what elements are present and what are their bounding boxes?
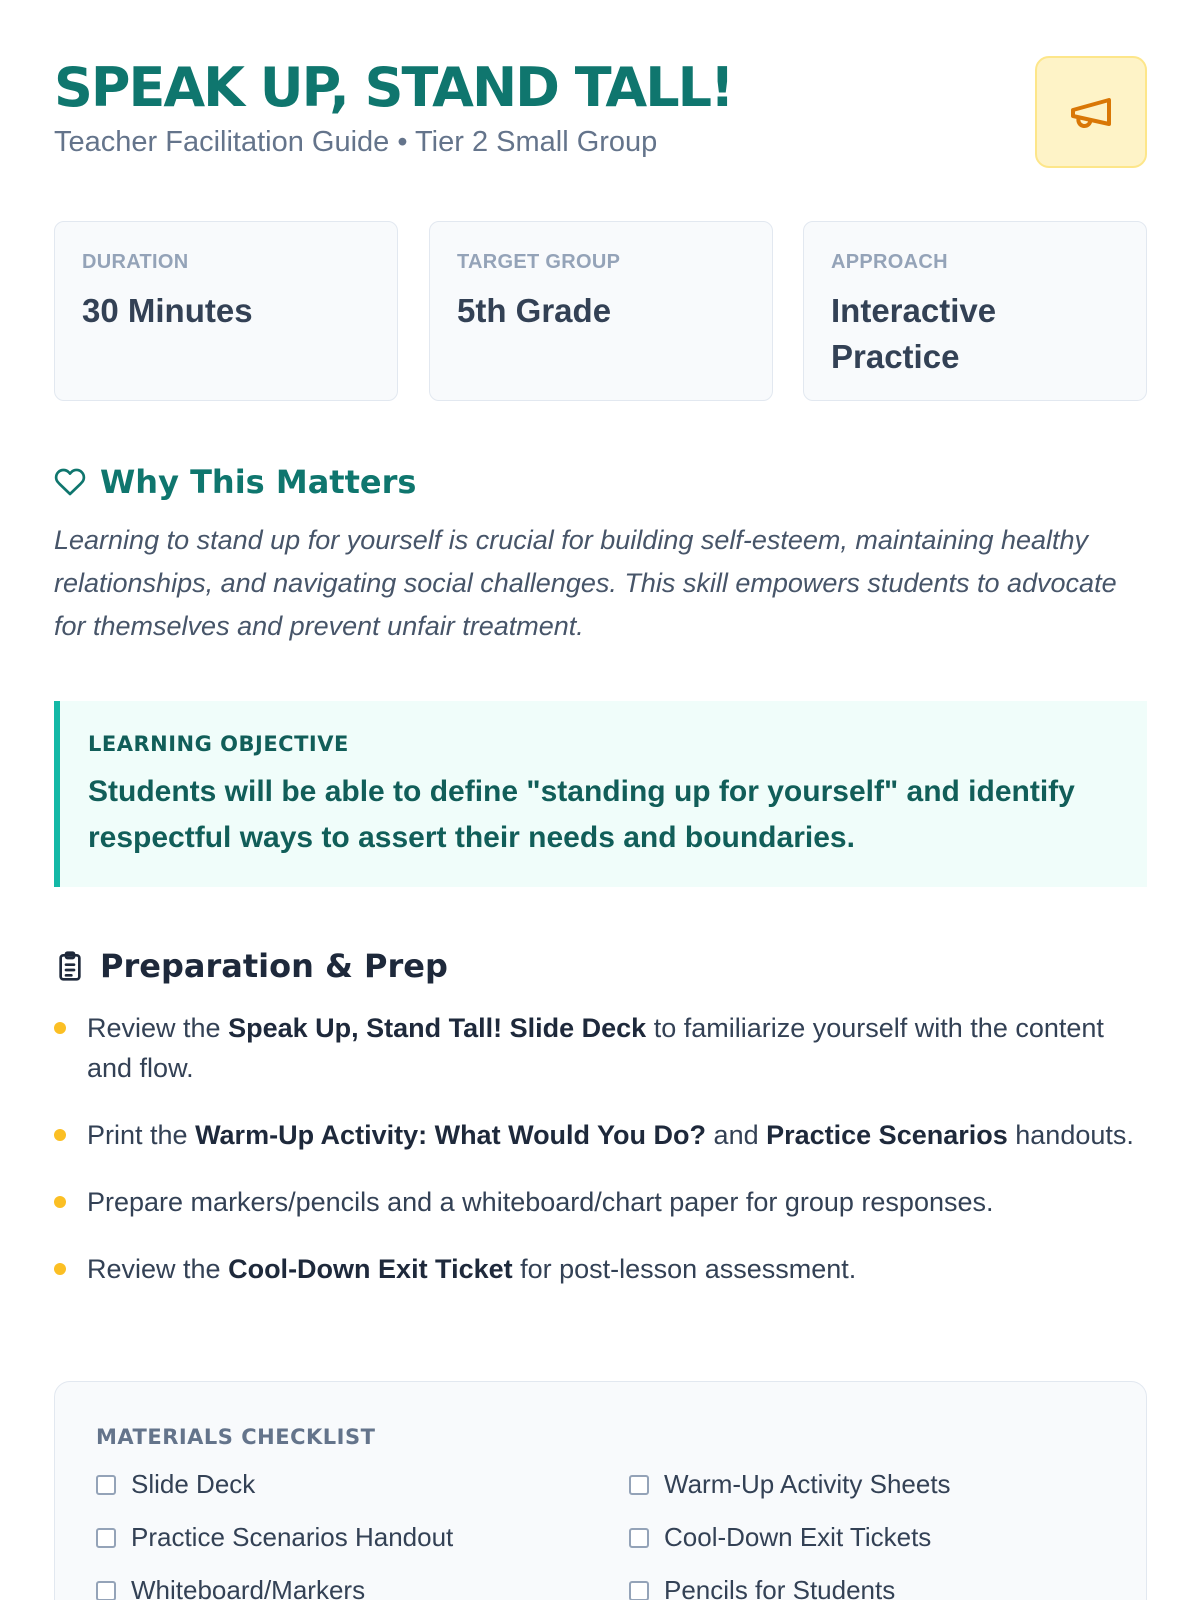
checklist-item-label: Cool-Down Exit Tickets xyxy=(664,1522,932,1552)
checklist-item-label: Slide Deck xyxy=(131,1469,256,1499)
checklist-item-label: Practice Scenarios Handout xyxy=(131,1522,454,1552)
megaphone-badge xyxy=(1035,56,1147,168)
checkbox[interactable] xyxy=(629,1581,649,1600)
checkbox[interactable] xyxy=(629,1475,649,1495)
why-section-heading xyxy=(54,462,416,502)
checklist-item[interactable] xyxy=(629,1522,931,1553)
stat-card-duration xyxy=(54,221,398,401)
checklist-item-label: Whiteboard/Markers xyxy=(131,1575,366,1600)
prep-item-text: Review the xyxy=(87,1013,229,1043)
prep-item xyxy=(54,1182,1154,1222)
page-title: SPEAK UP, STAND TALL! xyxy=(54,56,733,119)
prep-item-bold: Practice Scenarios xyxy=(766,1120,1008,1150)
prep-item-text: and xyxy=(706,1120,767,1150)
objective-label: LEARNING OBJECTIVE xyxy=(88,732,349,756)
prep-item-text: Print the xyxy=(87,1120,196,1150)
stat-card-target-group xyxy=(429,221,773,401)
bullet-dot xyxy=(54,1196,66,1208)
prep-heading: Preparation & Prep xyxy=(100,947,448,985)
bullet-dot xyxy=(54,1022,66,1034)
objective-text: Students will be able to define "standing up for yourself" and identify respectful ways to assert their needs and boundaries. xyxy=(88,775,1075,854)
header xyxy=(54,56,1147,168)
stat-value: 5th Grade xyxy=(457,292,612,329)
stat-value: Interactive Practice xyxy=(831,292,997,375)
bullet-dot xyxy=(54,1263,66,1275)
checklist-item[interactable] xyxy=(629,1575,895,1600)
clipboard-icon xyxy=(54,950,86,982)
materials-checklist xyxy=(54,1381,1147,1600)
prep-item xyxy=(54,1249,1154,1289)
checkbox[interactable] xyxy=(96,1475,116,1495)
prep-section-heading xyxy=(54,946,448,986)
why-heading: Why This Matters xyxy=(100,463,417,501)
stat-card-approach xyxy=(803,221,1147,401)
prep-item xyxy=(54,1008,1154,1088)
megaphone-icon xyxy=(1067,88,1115,136)
page-subtitle: Teacher Facilitation Guide • Tier 2 Small Group xyxy=(54,126,658,158)
prep-item-text: Review the xyxy=(87,1254,229,1284)
bullet-dot xyxy=(54,1129,66,1141)
checklist-item-label: Pencils for Students xyxy=(664,1575,896,1600)
stat-label: TARGET GROUP xyxy=(457,251,621,273)
checklist-item[interactable] xyxy=(96,1575,365,1600)
prep-item-bold: Warm-Up Activity: What Would You Do? xyxy=(195,1120,707,1150)
learning-objective-callout xyxy=(54,701,1147,887)
checkbox[interactable] xyxy=(96,1581,116,1600)
prep-item-text: for post-lesson assessment. xyxy=(512,1254,857,1284)
checklist-item[interactable] xyxy=(96,1469,255,1500)
stat-value: 30 Minutes xyxy=(82,292,253,329)
prep-item-text: to familiarize yourself with the content and flow. xyxy=(87,1013,1104,1083)
heart-icon xyxy=(54,466,86,498)
prep-item-text: Prepare markers/pencils and a whiteboard/chart paper for group responses. xyxy=(87,1187,994,1217)
checkbox[interactable] xyxy=(629,1528,649,1548)
checkbox[interactable] xyxy=(96,1528,116,1548)
stat-label: APPROACH xyxy=(831,251,948,273)
checklist-item-label: Warm-Up Activity Sheets xyxy=(664,1469,951,1499)
prep-item xyxy=(54,1115,1154,1155)
prep-item-text: handouts. xyxy=(1007,1120,1134,1150)
prep-item-bold: Speak Up, Stand Tall! Slide Deck xyxy=(228,1013,647,1043)
stat-label: DURATION xyxy=(82,251,189,273)
prep-item-bold: Cool-Down Exit Ticket xyxy=(228,1254,513,1284)
checklist-item[interactable] xyxy=(96,1522,453,1553)
prep-list xyxy=(54,1008,1154,1316)
checklist-title: MATERIALS CHECKLIST xyxy=(96,1425,376,1449)
checklist-item[interactable] xyxy=(629,1469,951,1500)
why-paragraph: Learning to stand up for yourself is crucial for building self-esteem, maintaining healthy relationships, and navigating social challenges. This skill empowers students to advocate for themselves and prevent unfair treatment. xyxy=(54,525,1117,641)
